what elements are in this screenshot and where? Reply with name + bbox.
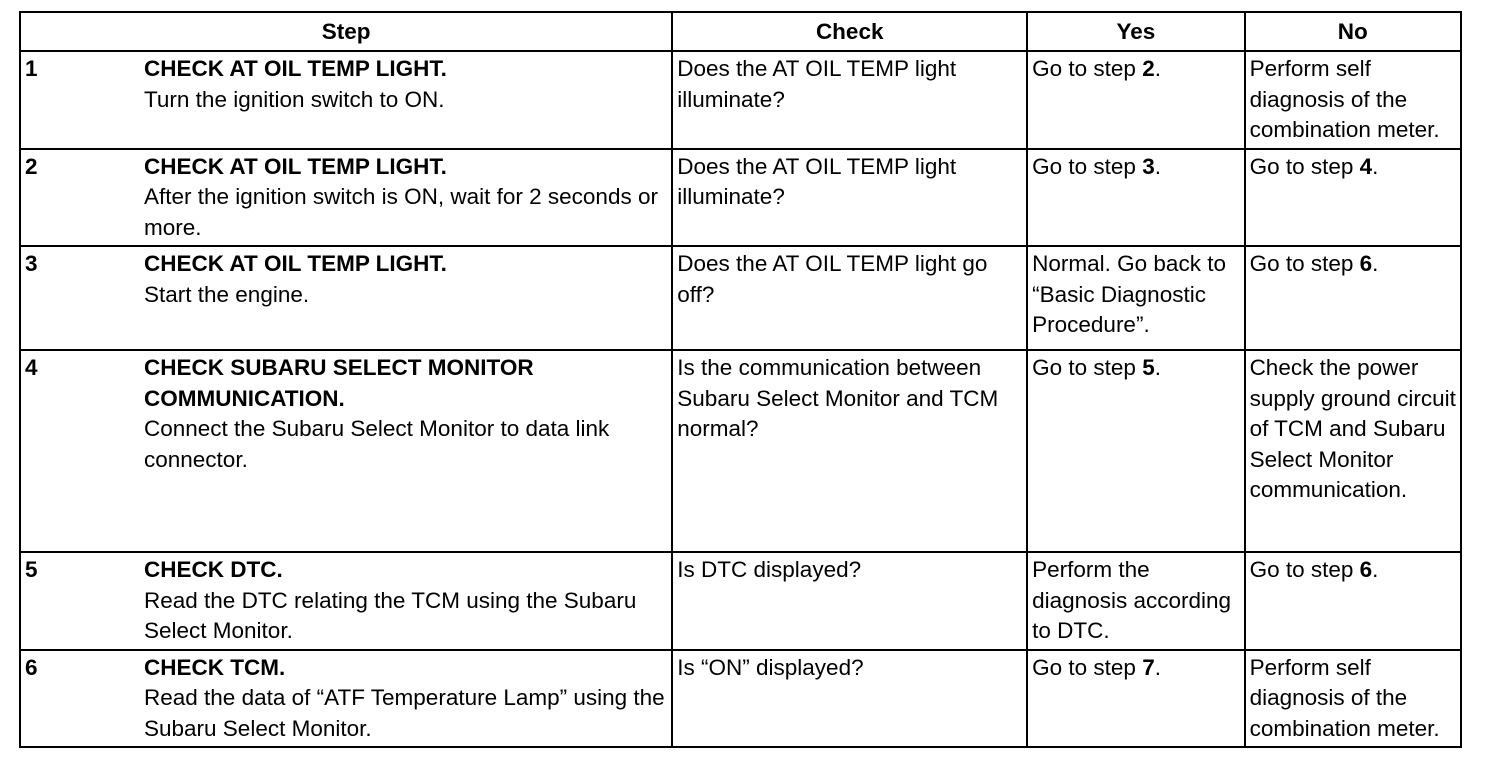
step-cell: [20, 552, 672, 650]
step-text: Read the DTC relating the TCM using the Subaru Select Monitor.: [144, 587, 637, 643]
step-number: 4: [25, 355, 38, 380]
step-text: Connect the Subaru Select Monitor to data link connector.: [144, 416, 610, 472]
table-row: [20, 51, 1461, 149]
yes-step: 3: [1142, 153, 1155, 179]
table-row: [20, 650, 1461, 748]
no-text: Perform self diagnosis of the combination meter.: [1249, 56, 1440, 142]
no-suffix: .: [1372, 251, 1379, 276]
no-step: 6: [1359, 251, 1373, 276]
no-cell: [1245, 350, 1461, 552]
step-number: 5: [25, 557, 38, 582]
no-suffix: .: [1372, 557, 1379, 582]
yes-text: Go to step: [1032, 153, 1143, 179]
no-cell: [1245, 51, 1461, 149]
table-row: [20, 552, 1461, 650]
header-yes: Yes: [1027, 12, 1244, 51]
no-text: Check the power supply ground circuit of TCM and Subaru Select Monitor communication.: [1249, 355, 1456, 502]
step-title: CHECK TCM.: [144, 654, 286, 680]
yes-suffix: .: [1154, 56, 1161, 81]
step-title: CHECK DTC.: [144, 557, 283, 582]
yes-text: Go to step: [1032, 56, 1143, 81]
step-number: 1: [25, 56, 38, 81]
no-text: Go to step: [1249, 251, 1360, 276]
no-text: Perform self diagnosis of the combination meter.: [1249, 654, 1440, 741]
no-cell: [1245, 650, 1461, 748]
yes-cell: [1027, 552, 1244, 650]
yes-suffix: .: [1154, 654, 1161, 680]
no-text: Go to step: [1249, 557, 1360, 582]
no-cell: [1245, 246, 1461, 350]
step-text: Start the engine.: [144, 281, 310, 307]
yes-cell: [1027, 51, 1244, 149]
header-step: Step: [20, 12, 672, 51]
header-row: [20, 12, 1461, 51]
yes-text: Go to step: [1032, 355, 1143, 380]
no-text: Go to step: [1249, 153, 1360, 179]
no-step: 4: [1359, 153, 1373, 179]
step-cell: [20, 246, 672, 350]
yes-step: 5: [1142, 355, 1155, 380]
step-text: Turn the ignition switch to ON.: [144, 86, 445, 112]
table-row: [20, 149, 1461, 247]
no-step: 6: [1359, 557, 1373, 582]
no-cell: [1245, 149, 1461, 247]
step-cell: [20, 51, 672, 149]
step-cell: [20, 650, 672, 748]
yes-cell: [1027, 350, 1244, 552]
step-title: CHECK AT OIL TEMP LIGHT.: [144, 56, 447, 81]
step-number: 2: [25, 153, 38, 179]
yes-step: 7: [1142, 654, 1155, 680]
check-cell: Is “ON” displayed?: [672, 650, 1027, 748]
step-title: CHECK SUBARU SELECT MONITOR COMMUNICATION.: [144, 355, 534, 411]
no-cell: [1245, 552, 1461, 650]
table-row: [20, 350, 1461, 552]
check-cell: Does the AT OIL TEMP light go off?: [672, 246, 1027, 350]
step-title: CHECK AT OIL TEMP LIGHT.: [144, 251, 447, 276]
check-cell: Is DTC displayed?: [672, 552, 1027, 650]
yes-cell: [1027, 149, 1244, 247]
yes-suffix: .: [1154, 355, 1161, 380]
header-no: No: [1245, 12, 1461, 51]
no-suffix: .: [1372, 153, 1379, 179]
diagnostic-table: [19, 11, 1462, 748]
table-row: [20, 246, 1461, 350]
yes-text: Go to step: [1032, 654, 1143, 680]
step-text: After the ignition switch is ON, wait for 2 seconds or more.: [144, 184, 658, 240]
check-cell: Is the communication between Subaru Select Monitor and TCM normal?: [672, 350, 1027, 552]
check-cell: Does the AT OIL TEMP light illuminate?: [672, 149, 1027, 247]
yes-cell: [1027, 246, 1244, 350]
check-cell: Does the AT OIL TEMP light illuminate?: [672, 51, 1027, 149]
step-number: 6: [25, 654, 38, 680]
yes-step: 2: [1142, 56, 1155, 81]
step-text: Read the data of “ATF Temperature Lamp” using the Subaru Select Monitor.: [144, 685, 665, 741]
step-cell: [20, 350, 672, 552]
step-cell: [20, 149, 672, 247]
yes-text: Normal. Go back to “Basic Diagnostic Procedure”.: [1032, 251, 1226, 337]
step-title: CHECK AT OIL TEMP LIGHT.: [144, 153, 447, 179]
header-check: Check: [672, 12, 1027, 51]
yes-cell: [1027, 650, 1244, 748]
yes-text: Perform the diagnosis according to DTC.: [1032, 557, 1232, 643]
yes-suffix: .: [1154, 153, 1161, 179]
step-number: 3: [25, 251, 38, 276]
